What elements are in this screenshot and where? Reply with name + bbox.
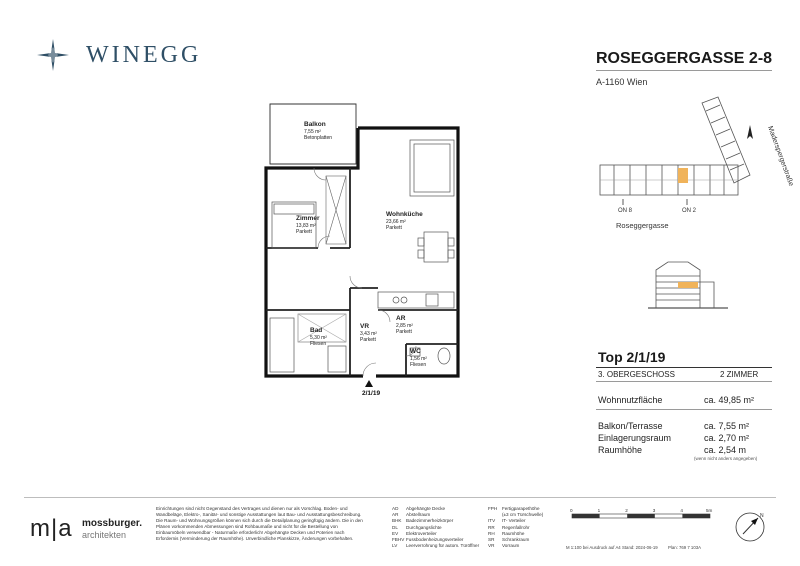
area-row — [598, 432, 774, 444]
bathroom-fixtures — [270, 314, 346, 372]
unit-highlight — [678, 168, 688, 183]
legend-row: DL Durchgangslichte — [392, 524, 442, 530]
room-name: Bad — [310, 327, 323, 334]
area-row — [598, 444, 774, 456]
room-area: 7,55 m² — [304, 129, 321, 135]
scale-bar — [568, 508, 718, 530]
building-wing-diagonal — [702, 97, 750, 183]
compass-star-icon — [36, 38, 70, 72]
legend-row: EV Elektroverteiler — [392, 530, 437, 536]
scale-tick: 2 — [625, 508, 628, 513]
scale-tick: 5m — [706, 508, 713, 513]
room-name: Zimmer — [296, 215, 320, 222]
section-view — [648, 256, 728, 314]
section-unit-highlight — [678, 282, 698, 288]
dining-table — [418, 232, 454, 262]
unit-floor: 3. OBERGESCHOSS — [598, 370, 675, 379]
architect-name: mossburger. — [82, 518, 143, 529]
scale-tick: 4 — [680, 508, 683, 513]
area-note: (wenn nicht anders angegeben) — [694, 456, 758, 461]
room-name: AR — [396, 315, 406, 322]
entrance-on2: ON 2 — [682, 208, 697, 214]
room-floor: Parkett — [360, 337, 376, 343]
room-name: WC — [410, 348, 421, 355]
building-wing-horizontal — [600, 165, 738, 195]
north-label: N — [760, 513, 764, 519]
room-area: 3,43 m² — [360, 331, 377, 337]
room-floor: Parkett — [296, 229, 312, 235]
header-divider-top — [596, 70, 772, 71]
legend-row: RH Raumhöhe — [488, 530, 525, 536]
room-name: Wohnküche — [386, 211, 423, 218]
room-name: VR — [360, 323, 370, 330]
door-label: 2/1/19 — [362, 390, 381, 397]
scale-note: M 1:100 bei Ausdruck auf A4 — [566, 545, 621, 550]
area-row — [598, 420, 774, 432]
wardrobe — [326, 176, 346, 244]
architect-sub: architekten — [82, 530, 127, 540]
project-city: A-1160 Wien — [596, 77, 648, 87]
area-divider — [596, 409, 772, 410]
room-area: 13,83 m² — [296, 223, 316, 229]
living-area-label: Wohnnutzfläche — [598, 395, 663, 405]
legend-row: BHK Badezimmerheizkörper — [392, 518, 454, 524]
legend-abbreviations-b — [488, 506, 560, 549]
site-plan — [590, 95, 795, 235]
interior-walls — [266, 168, 458, 376]
legend-row: (±3 cm Türschwelle) — [502, 512, 544, 518]
brand-name: WINEGG — [86, 42, 202, 68]
legend-row: LV Leerverrohrung für autom. Türöffner — [392, 543, 480, 549]
living-area-value: ca. 49,85 m² — [704, 395, 755, 405]
door-swings — [314, 168, 416, 376]
area-row-label: Balkon/Terrasse — [598, 421, 663, 431]
unit-divider-2 — [596, 381, 772, 382]
sofa — [410, 140, 454, 196]
brand-logo — [36, 38, 202, 72]
unit-divider — [596, 367, 772, 368]
area-row-value: ca. 2,70 m² — [704, 433, 750, 443]
room-floor: Fliesen — [410, 362, 427, 368]
room-floor: Fliesen — [310, 341, 327, 347]
room-area: 23,66 m² — [386, 219, 406, 225]
unit-top: Top 2/1/19 — [598, 349, 666, 365]
legend-abbreviations-a — [392, 506, 502, 549]
kitchen-counter — [378, 292, 454, 308]
plan-number: Plan: 769 7 103A — [668, 545, 701, 550]
room-name: Balkon — [304, 121, 326, 128]
legend-row: ITV IT- Verteiler — [488, 518, 526, 524]
entrance-arrow-icon — [365, 380, 373, 387]
legend-row: FPH Fertigparapethöhe — [488, 506, 540, 511]
north-compass-icon — [732, 509, 768, 545]
area-rows — [598, 420, 774, 456]
area-row-value: ca. 2,54 m — [704, 445, 747, 455]
area-row-label: Raumhöhe — [598, 445, 643, 455]
legend-row: FBHV Fussbodenheizungsverteiler — [392, 537, 464, 543]
scale-tick: 0 — [570, 508, 573, 513]
room-floor: Betonplatten — [304, 135, 333, 141]
room-floor: Parkett — [396, 329, 412, 335]
scale-tick: 3 — [652, 508, 656, 513]
disclaimer: Einrichtungen sind nicht Gegenstand des Vertrages und dienen nur als Vorschlag. Boden- und Wandbeläge, Elektro-, Sanitär- und sonstige Ausstattungen laut Bau- und Ausstattungsbeschreibung. Die Raum- und Wohnungsgrößen können sich durch die Detailplanung geringfügig ändern. Die in den Plänen vorkommenden Abmessungen sind Rohbaumaße und nicht für die Bestellung von Einbaumöbeln verwendbar - Naturmaße erforderlich! Abgehängte Decken und Poterien nach Erfordernis (Verminderung der Raumhöhe). Unverbindliche Planskizze, Änderungen vorbehalten. — [156, 506, 363, 542]
street-maderspergerstrasse: Maderspergerstraße — [766, 125, 795, 188]
architect-logo-mark: m|a — [30, 515, 73, 542]
street-roseggergasse: Roseggergasse — [616, 221, 669, 230]
floor-plan — [258, 98, 478, 398]
date-note: Stand: 2024-06-19 — [622, 545, 658, 550]
north-arrow-icon — [747, 125, 753, 139]
scale-tick: 1 — [597, 508, 601, 513]
legend-row: VR Vorraum — [488, 543, 520, 549]
room-floor: Parkett — [386, 225, 402, 231]
area-row-value: ca. 7,55 m² — [704, 421, 750, 431]
entrance-on8: ON 8 — [618, 208, 633, 214]
footer-divider — [24, 497, 776, 498]
legend-row: SR Schrankraum — [488, 537, 530, 543]
unit-rooms: 2 ZIMMER — [720, 370, 759, 379]
area-row-label: Einlagerungsraum — [598, 433, 672, 443]
legend-row: AR Abstellraum — [392, 512, 431, 518]
room-area: 2,85 m² — [396, 323, 413, 329]
legend-row: RR Regenfallrohr — [488, 524, 530, 530]
project-street: ROSEGGERGASSE 2-8 — [596, 50, 773, 67]
room-area: 1,56 m² — [410, 356, 427, 362]
legend-row: AD Abgehängte Decke — [392, 506, 446, 511]
room-area: 5,30 m² — [310, 335, 327, 341]
